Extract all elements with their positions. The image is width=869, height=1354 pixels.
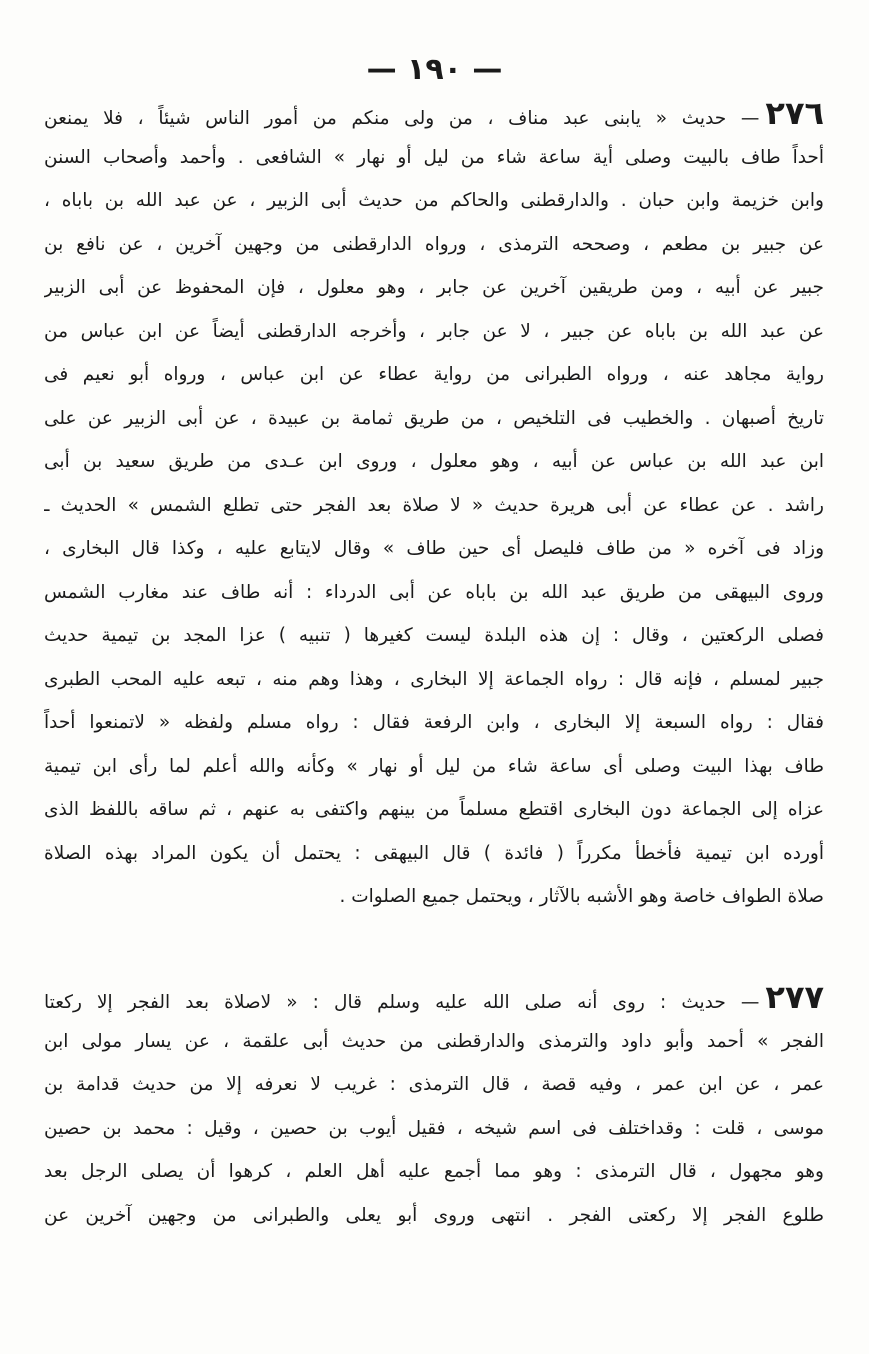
- text-line: أحداً طاف بالبيت وصلى أية ساعة شاء من ليل أو نهار » الشافعى . وأحمد وأصحاب السنن: [44, 146, 824, 168]
- text-line: طلوع الفجر إلا ركعتى الفجر . انتهى وروى أبو يعلى والطبرانى من وجهين آخرين عن: [44, 1204, 824, 1226]
- text-line: عمر ، عن ابن عمر ، وفيه قصة ، قال الترمذى : غريب لا نعرفه إلا من حديث قدامة بن: [44, 1074, 824, 1095]
- page-number: — ١٩٠ —: [366, 52, 503, 87]
- text-line: طاف بهذا البيت وصلى أى ساعة شاء من ليل أو نهار » وكأنه والله أعلم لما رأى ابن تيمية: [44, 755, 824, 777]
- text-line: وروى البيهقى من طريق عبد الله بن باباه عن أبى الدرداء : أنه طاف عند مغارب الشمس: [44, 581, 824, 603]
- text-line: عن جبير بن مطعم ، وصححه الترمذى ، ورواه الدارقطنى من وجهين آخرين ، عن نافع بن: [44, 233, 824, 255]
- text-line: عزاه إلى الجماعة دون البخارى اقتطع مسلماً من بينهم واكتفى به عنهم ، ثم ساقه باللفظ الذى: [44, 799, 824, 820]
- text-line: موسى ، قلت : وقداختلف فى اسم شيخه ، فقيل أيوب بن حصين ، وقيل : محمد بن حصين: [44, 1117, 824, 1139]
- text-line: ٢٧٧— حديث : روى أنه صلى الله عليه وسلم قال : « لاصلاة بعد الفجر إلا ركعتا: [44, 978, 824, 1016]
- hadith-276-block: [44, 92, 824, 919]
- text-line: عن عبد الله بن باباه عن جبير ، لا عن جابر ، وأخرجه الدارقطنى أيضاً عن ابن عباس من: [44, 320, 824, 342]
- text-line: جبير لمسلم ، فإنه قال : رواه الجماعة إلا البخارى ، وهذا وهم منه ، تبعه عليه المحب الطبرى: [44, 668, 824, 690]
- hadith-number: ٢٧٦: [765, 94, 824, 132]
- text-line: جبير عن أبيه ، ومن طريقين آخرين عن جابر ، وهو معلول ، فإن المحفوظ عن أبى الزبير: [44, 277, 824, 298]
- text-line: أورده ابن تيمية فأخطأ مكرراً ( فائدة ) قال البيهقى : يحتمل أن يكون المراد بهذه الصلاة: [44, 842, 824, 864]
- text-line: صلاة الطواف خاصة وهو الأشبه بالآثار ، ويحتمل جميع الصلوات .: [339, 886, 824, 907]
- text-line: وزاد فى آخره « من طاف فليصل أى حين طاف » وقال لايتابع عليه ، وكذا قال البخارى ،: [44, 538, 824, 559]
- text-line: فقال : رواه السبعة إلا البخارى ، وابن الرفعة فقال : رواه مسلم ولفظه « لاتمنعوا أحداً: [44, 712, 824, 733]
- hadith-277-block: [44, 976, 824, 1237]
- text-line: وابن خزيمة وابن حبان . والدارقطنى والحاكم من حديث أبى الزبير ، عن عبد الله بن باباه ،: [44, 190, 824, 211]
- text-line: رواية مجاهد عنه ، ورواه الطبرانى من رواية عطاء عن ابن عباس ، ورواه أبو نعيم فى: [44, 364, 824, 385]
- hadith-number: ٢٧٧: [765, 978, 824, 1016]
- text-line: وهو مجهول ، قال الترمذى : وهو مما أجمع عليه أهل العلم ، كرهوا أن يصلى الرجل بعد: [44, 1161, 824, 1182]
- text-line: ابن عبد الله بن عباس عن أبيه ، وهو معلول ، وروى ابن عـدى من طريق سعيد بن أبى: [44, 451, 824, 472]
- text-line: ٢٧٦— حديث « يابنى عبد مناف ، من ولى منكم من أمور الناس شيئاً ، فلا يمنعن: [44, 94, 824, 132]
- text-line: الفجر » أحمد وأبو داود والترمذى والدارقطنى من حديث أبى علقمة ، عن يسار مولى ابن: [44, 1030, 824, 1052]
- text-line: تاريخ أصبهان . والخطيب فى التلخيص ، من طريق ثمامة بن عبيدة ، عن أبى الزبير عن على: [44, 407, 824, 429]
- text-line: فصلى الركعتين ، وقال : إن هذه البلدة ليست كغيرها ( تنبيه ) عزا المجد بن تيمية حديث: [44, 625, 824, 646]
- text-line: راشد . عن عطاء عن أبى هريرة حديث « لا صلاة بعد الفجر حتى تطلع الشمس » الحديث ـ: [44, 494, 824, 516]
